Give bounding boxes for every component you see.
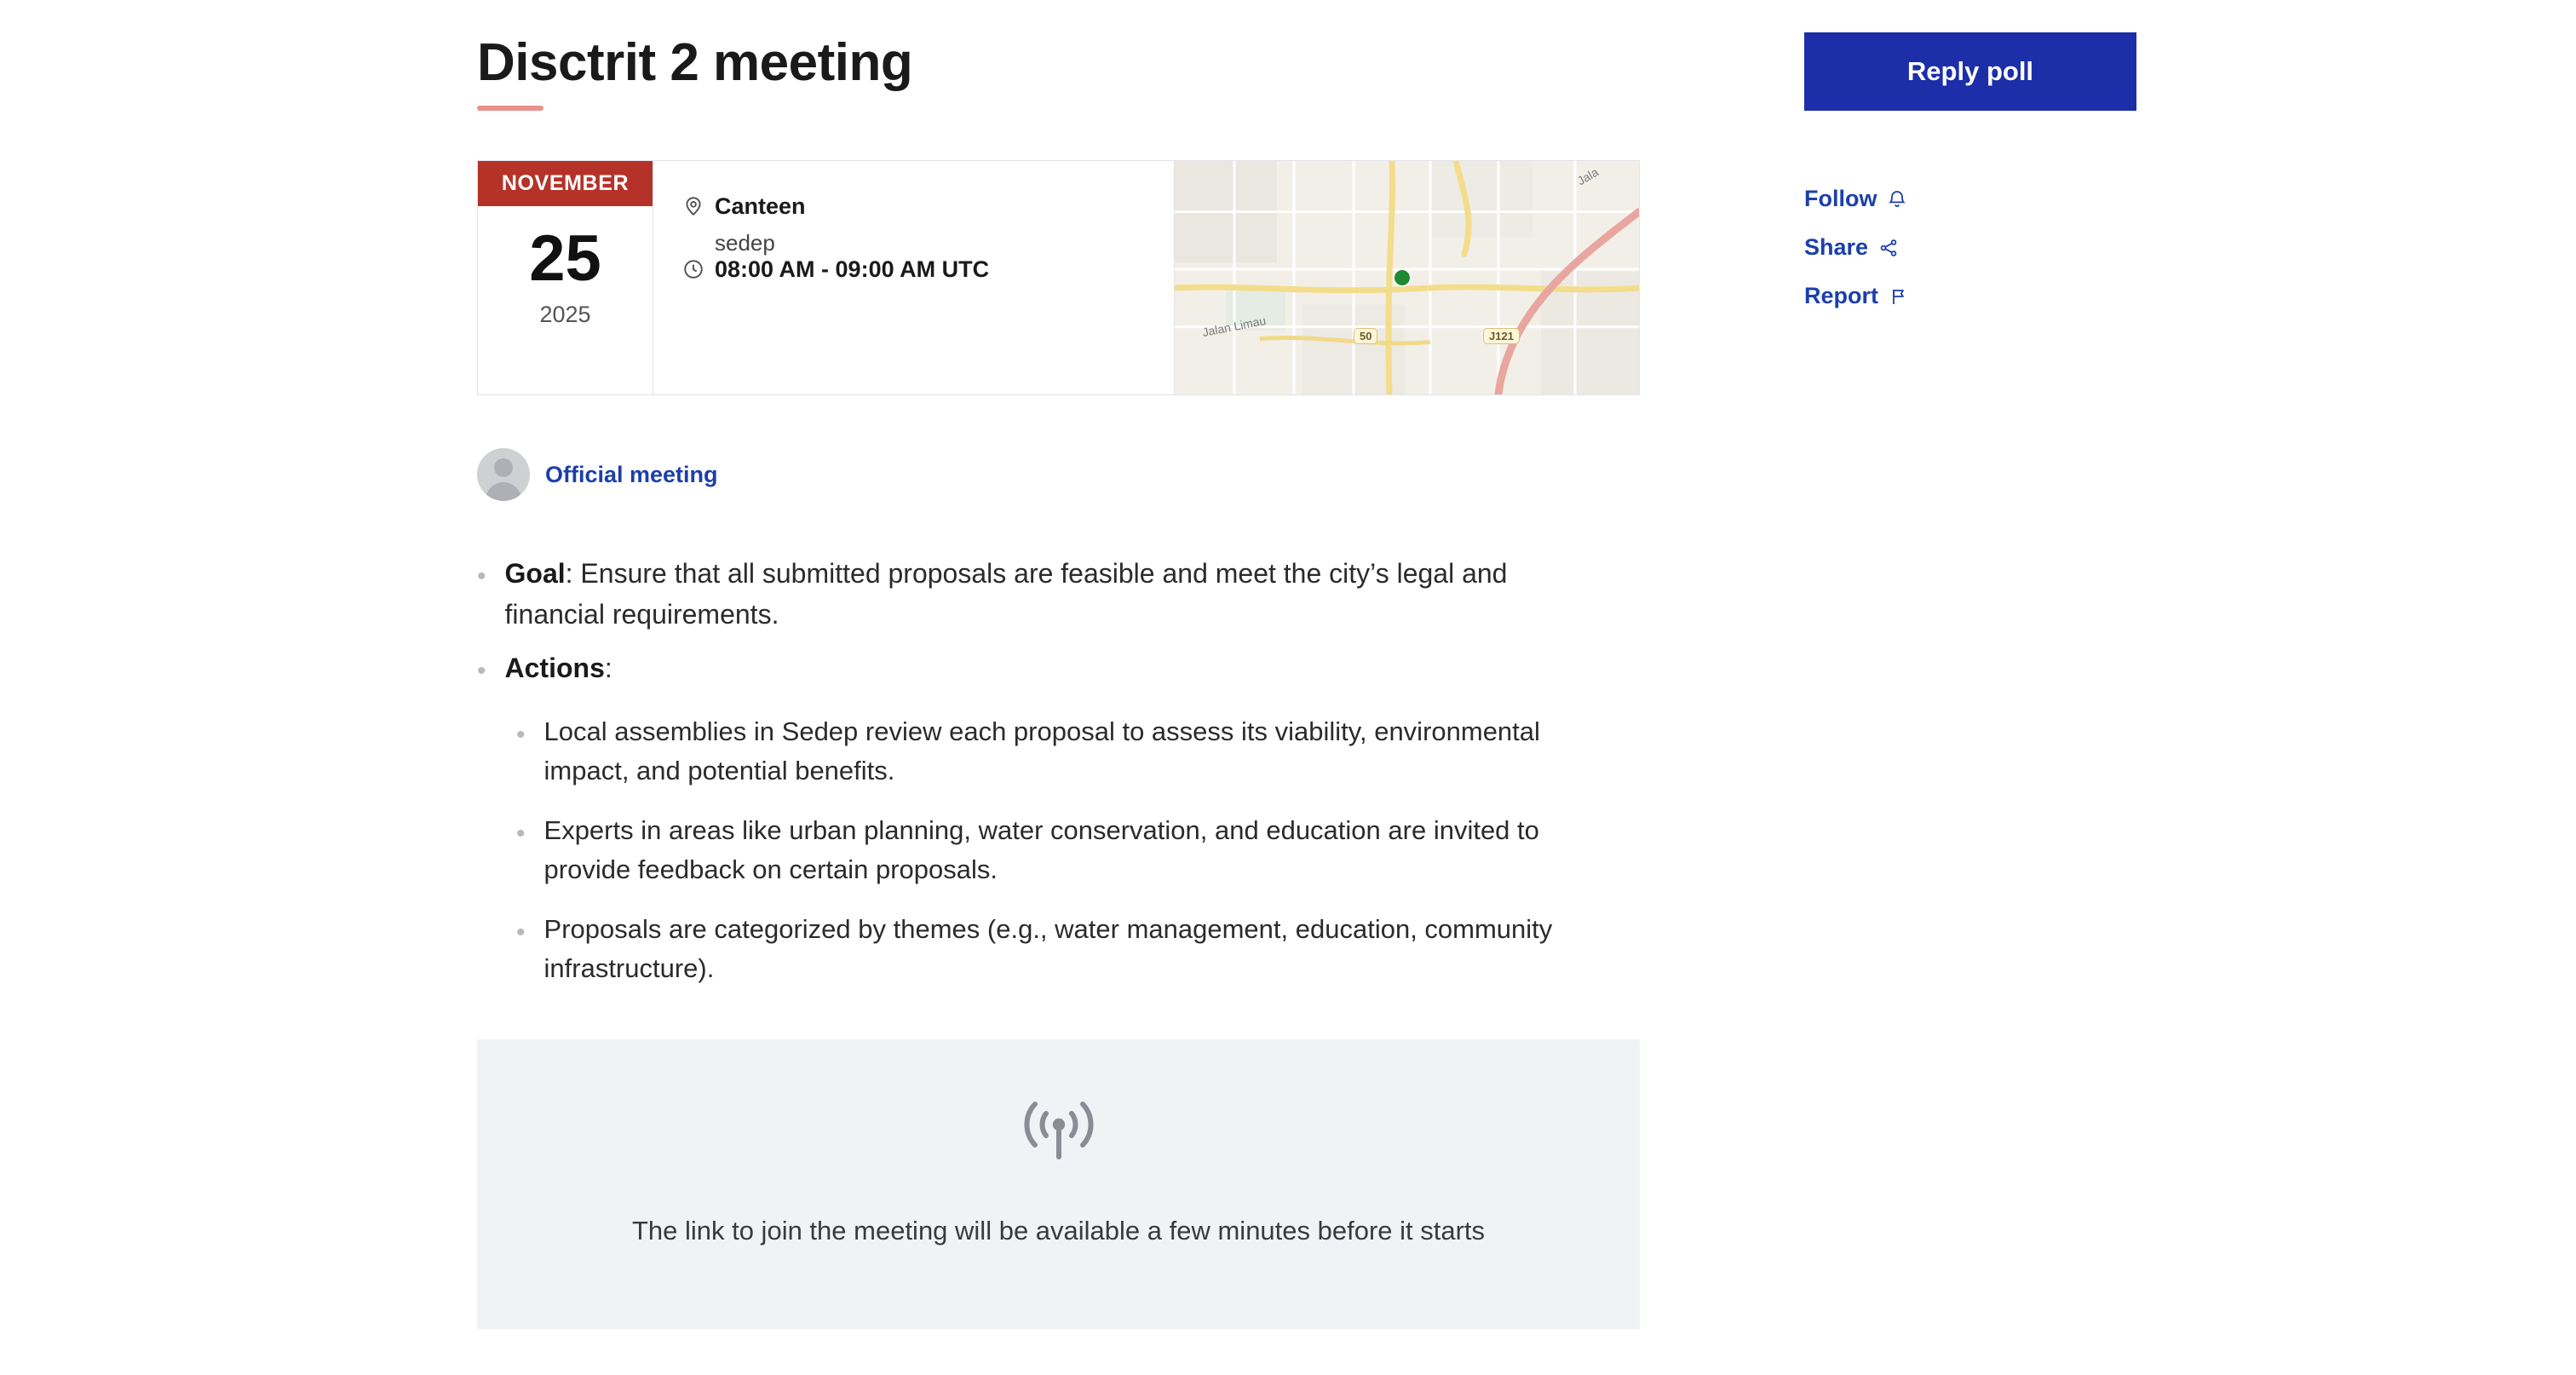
actions-sub-list — [516, 712, 1636, 987]
list-item-label: Actions — [504, 652, 605, 683]
join-meeting-box — [477, 1039, 1640, 1329]
bullet-dot-icon: • — [516, 918, 526, 946]
list-item — [477, 648, 1636, 688]
list-item-label: Goal — [504, 558, 566, 590]
secondary-actions — [1804, 186, 2145, 309]
bullet-dot-icon: • — [477, 562, 486, 591]
bullet-dot-icon: • — [516, 820, 526, 849]
list-item-body: : Ensure that all submitted proposals are feasible and meet the city’s legal and financial requirements. — [504, 558, 1508, 630]
follow-label: Follow — [1804, 186, 1877, 211]
bullet-dot-icon: • — [477, 656, 486, 685]
list-item-text: Local assemblies in Sedep review each proposal to assess its viability, environmental impact, and potential benefits. — [543, 716, 1540, 786]
list-item-text: Proposals are categorized by themes (e.g., water management, education, community infrastructure). — [543, 913, 1553, 983]
map-street-label: Jalan Limau — [1201, 314, 1268, 340]
bell-icon — [1887, 189, 1907, 210]
list-item — [516, 712, 1636, 791]
share-label: Share — [1804, 234, 1869, 260]
share-action[interactable] — [1804, 234, 1899, 261]
meeting-description — [477, 554, 1636, 987]
page-title: Disctrit 2 meeting — [477, 33, 913, 92]
map-route-shield: 50 — [1354, 328, 1377, 344]
bullet-dot-icon: • — [516, 721, 526, 750]
event-info-block — [653, 161, 1175, 394]
map-street-label: Jala — [1574, 164, 1601, 188]
action-sidebar — [1804, 32, 2145, 331]
event-location-sub: sedep — [715, 230, 775, 256]
user-avatar-icon — [477, 448, 530, 501]
flag-icon — [1889, 286, 1909, 307]
list-item — [516, 811, 1636, 889]
event-date-block — [478, 161, 653, 394]
share-icon — [1878, 238, 1899, 258]
list-item — [477, 554, 1636, 635]
map-pin-icon — [682, 195, 704, 217]
report-label: Report — [1804, 283, 1878, 308]
clock-icon — [682, 258, 704, 280]
main-content-column — [477, 0, 1644, 1329]
event-day: 25 — [529, 222, 601, 296]
author-row[interactable] — [477, 448, 1644, 501]
event-card — [477, 160, 1640, 395]
event-time-row — [682, 256, 1145, 283]
event-year: 2025 — [539, 301, 591, 327]
event-location-name: Canteen — [715, 193, 806, 220]
report-action[interactable] — [1804, 283, 1909, 309]
reply-poll-button[interactable]: Reply poll — [1804, 32, 2136, 111]
author-name[interactable]: Official meeting — [545, 461, 718, 487]
event-map[interactable] — [1175, 161, 1639, 394]
join-meeting-text: The link to join the meeting will be available a few minutes before it starts — [631, 1215, 1486, 1246]
list-item-text: Experts in areas like urban planning, water conservation, and education are invited to provide feedback on certain proposals. — [543, 815, 1539, 884]
event-month: NOVEMBER — [478, 161, 653, 206]
event-location-row — [682, 193, 1145, 220]
broadcast-icon — [1018, 1096, 1100, 1177]
event-time: 08:00 AM - 09:00 AM UTC — [715, 256, 990, 283]
list-item — [516, 910, 1636, 988]
list-item-text — [505, 554, 1578, 635]
map-route-shield: J121 — [1483, 328, 1520, 344]
list-item-body: : — [604, 652, 612, 683]
list-item-text — [505, 648, 612, 688]
title-underline — [477, 106, 543, 111]
follow-action[interactable] — [1804, 186, 1907, 212]
